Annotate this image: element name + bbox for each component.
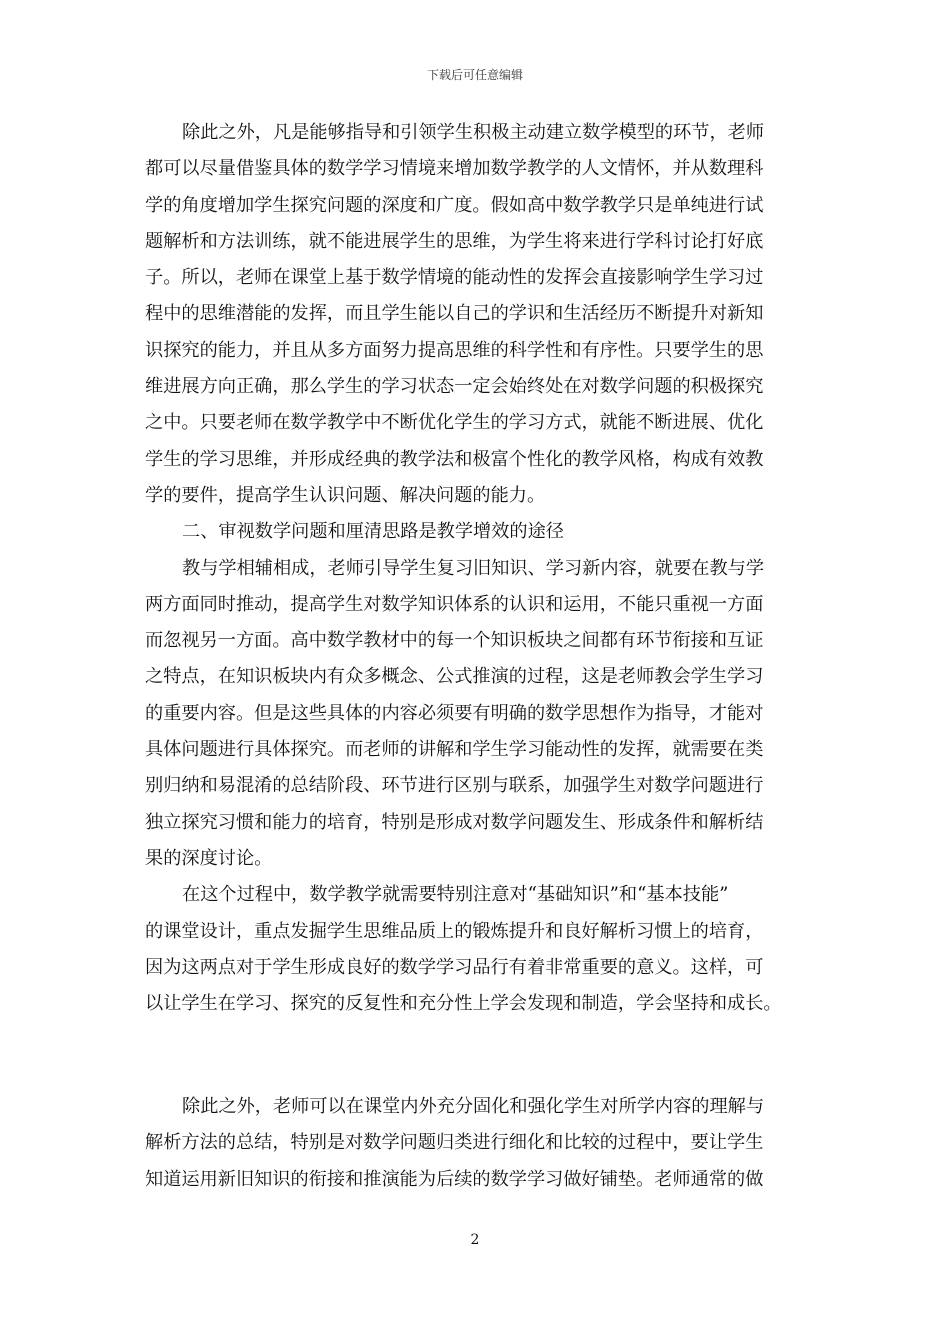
paragraph-line: 以让学生在学习、探究的反复性和充分性上学会发现和制造，学会坚持和成长。 <box>145 993 782 1015</box>
paragraph-line: 果的深度讨论。 <box>145 847 273 869</box>
paragraph-line: 程中的思维潜能的发挥，而且学生能以自己的学识和生活经历不断提升对新知 <box>145 303 764 325</box>
main-text-block <box>145 115 815 1022</box>
paragraph-line: 之特点，在知识板块内有众多概念、公式推演的过程，这是老师教会学生学习 <box>145 666 764 688</box>
paragraph-line: 都可以尽量借鉴具体的数学学习情境来增加数学教学的人文情怀，并从数理科 <box>145 158 764 180</box>
paragraph-line: 除此之外，凡是能够指导和引领学生积极主动建立数学模型的环节，老师 <box>182 122 765 143</box>
paragraph-line: 识探究的能力，并且从多方面努力提高思维的科学性和有序性。只要学生的思 <box>145 339 764 361</box>
paragraph-line: 在这个过程中，数学教学就需要特别注意对“基础知识”和“基本技能” <box>182 884 729 906</box>
paragraph-line: 的重要内容。但是这些具体的内容必须要有明确的数学思想作为指导，才能对 <box>145 702 764 724</box>
page-number: 2 <box>470 1232 480 1248</box>
paragraph-line: 具体问题进行具体探究。而老师的讲解和学生学习能动性的发挥，就需要在类 <box>145 739 764 761</box>
paragraph-line: 学的要件，提高学生认识问题、解决问题的能力。 <box>145 484 546 506</box>
paragraph-line: 两方面同时推动，提高学生对数学知识体系的认识和运用，不能只重视一方面 <box>145 593 764 615</box>
paragraph-line: 之中。只要老师在数学教学中不断优化学生的学习方式，就能不断进展、优化 <box>145 412 764 434</box>
paragraph-line: 独立探究习惯和能力的培育，特别是形成对数学问题发生、形成条件和解析结 <box>145 811 764 833</box>
paragraph-line: 知道运用新旧知识的衔接和推演能为后续的数学学习做好铺垫。老师通常的做 <box>145 1168 764 1190</box>
paragraph-line: 子。所以，老师在课堂上基于数学情境的能动性的发挥会直接影响学生学习过 <box>145 267 764 289</box>
paragraph-line: 因为这两点对于学生形成良好的数学学习品行有着非常重要的意义。这样，可 <box>145 956 764 978</box>
paragraph-line: 除此之外，老师可以在课堂内外充分固化和强化学生对所学内容的理解与 <box>182 1096 765 1117</box>
paragraph-line: 题解析和方法训练，就不能进展学生的思维，为学生将来进行学科讨论打好底 <box>145 230 764 252</box>
paragraph-line: 别归纳和易混淆的总结阶段、环节进行区别与联系，加强学生对数学问题进行 <box>145 775 764 797</box>
page-header: 下载后可任意编辑 <box>426 68 523 82</box>
final-paragraph <box>145 1089 815 1198</box>
paragraph-line: 学的角度增加学生探究问题的深度和广度。假如高中数学教学只是单纯进行试 <box>145 194 764 216</box>
paragraph-line: 的课堂设计，重点发掘学生思维品质上的锻炼提升和良好解析习惯上的培育， <box>145 920 764 942</box>
paragraph-line: 维进展方向正确，那么学生的学习状态一定会始终处在对数学问题的积极探究 <box>145 376 764 398</box>
paragraph-line: 教与学相辅相成，老师引导学生复习旧知识、学习新内容，就要在教与学 <box>182 557 765 579</box>
section-heading: 二、审视数学问题和厘清思路是教学增效的途径 <box>182 521 564 543</box>
paragraph-line: 学生的学习思维，并形成经典的教学法和极富个性化的教学风格，构成有效教 <box>145 448 764 470</box>
paragraph-line: 解析方法的总结，特别是对数学问题归类进行细化和比较的过程中，要让学生 <box>145 1132 764 1154</box>
paragraph-line: 而忽视另一方面。高中数学教材中的每一个知识板块之间都有环节衔接和互证 <box>145 630 764 652</box>
